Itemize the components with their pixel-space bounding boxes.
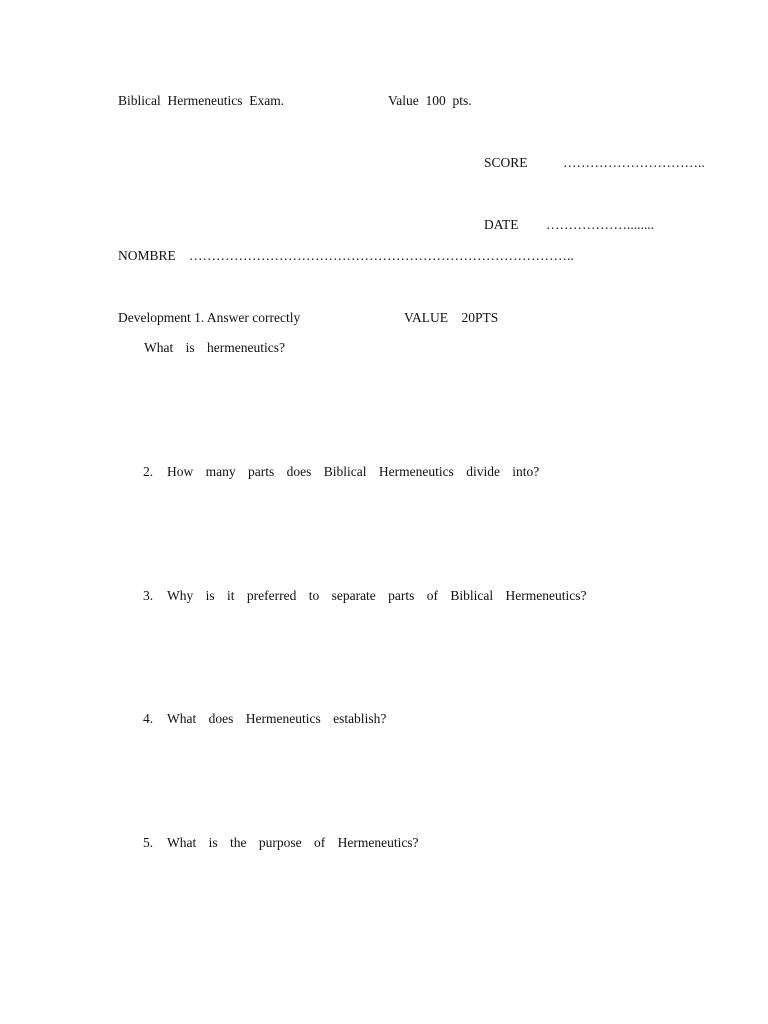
date-blank: ………………........ [546, 217, 654, 232]
score-label: SCORE [484, 155, 528, 170]
name-blank: ………………………………………………………………………….. [189, 248, 574, 263]
date-label: DATE [484, 217, 519, 232]
question-text: Why is it preferred to separate parts of Biblical Hermeneutics? [167, 588, 587, 603]
question-text: What is the purpose of Hermeneutics? [167, 835, 419, 850]
exam-title: Biblical Hermeneutics Exam. [118, 93, 285, 108]
question-number: 5. [143, 835, 154, 850]
question-text: How many parts does Biblical Hermeneutics divide into? [167, 464, 540, 479]
question-number: 2. [143, 464, 154, 479]
question-text: What is hermeneutics? [144, 340, 285, 355]
section-value: VALUE 20PTS [404, 310, 499, 325]
question-number: 3. [143, 588, 154, 603]
question-text: What does Hermeneutics establish? [167, 711, 387, 726]
question-number: 4. [143, 711, 154, 726]
exam-value: Value 100 pts. [388, 93, 472, 108]
section-title: Development 1. Answer correctly [118, 310, 301, 325]
name-label: NOMBRE [118, 248, 176, 263]
score-blank: ………………………….. [563, 155, 705, 170]
